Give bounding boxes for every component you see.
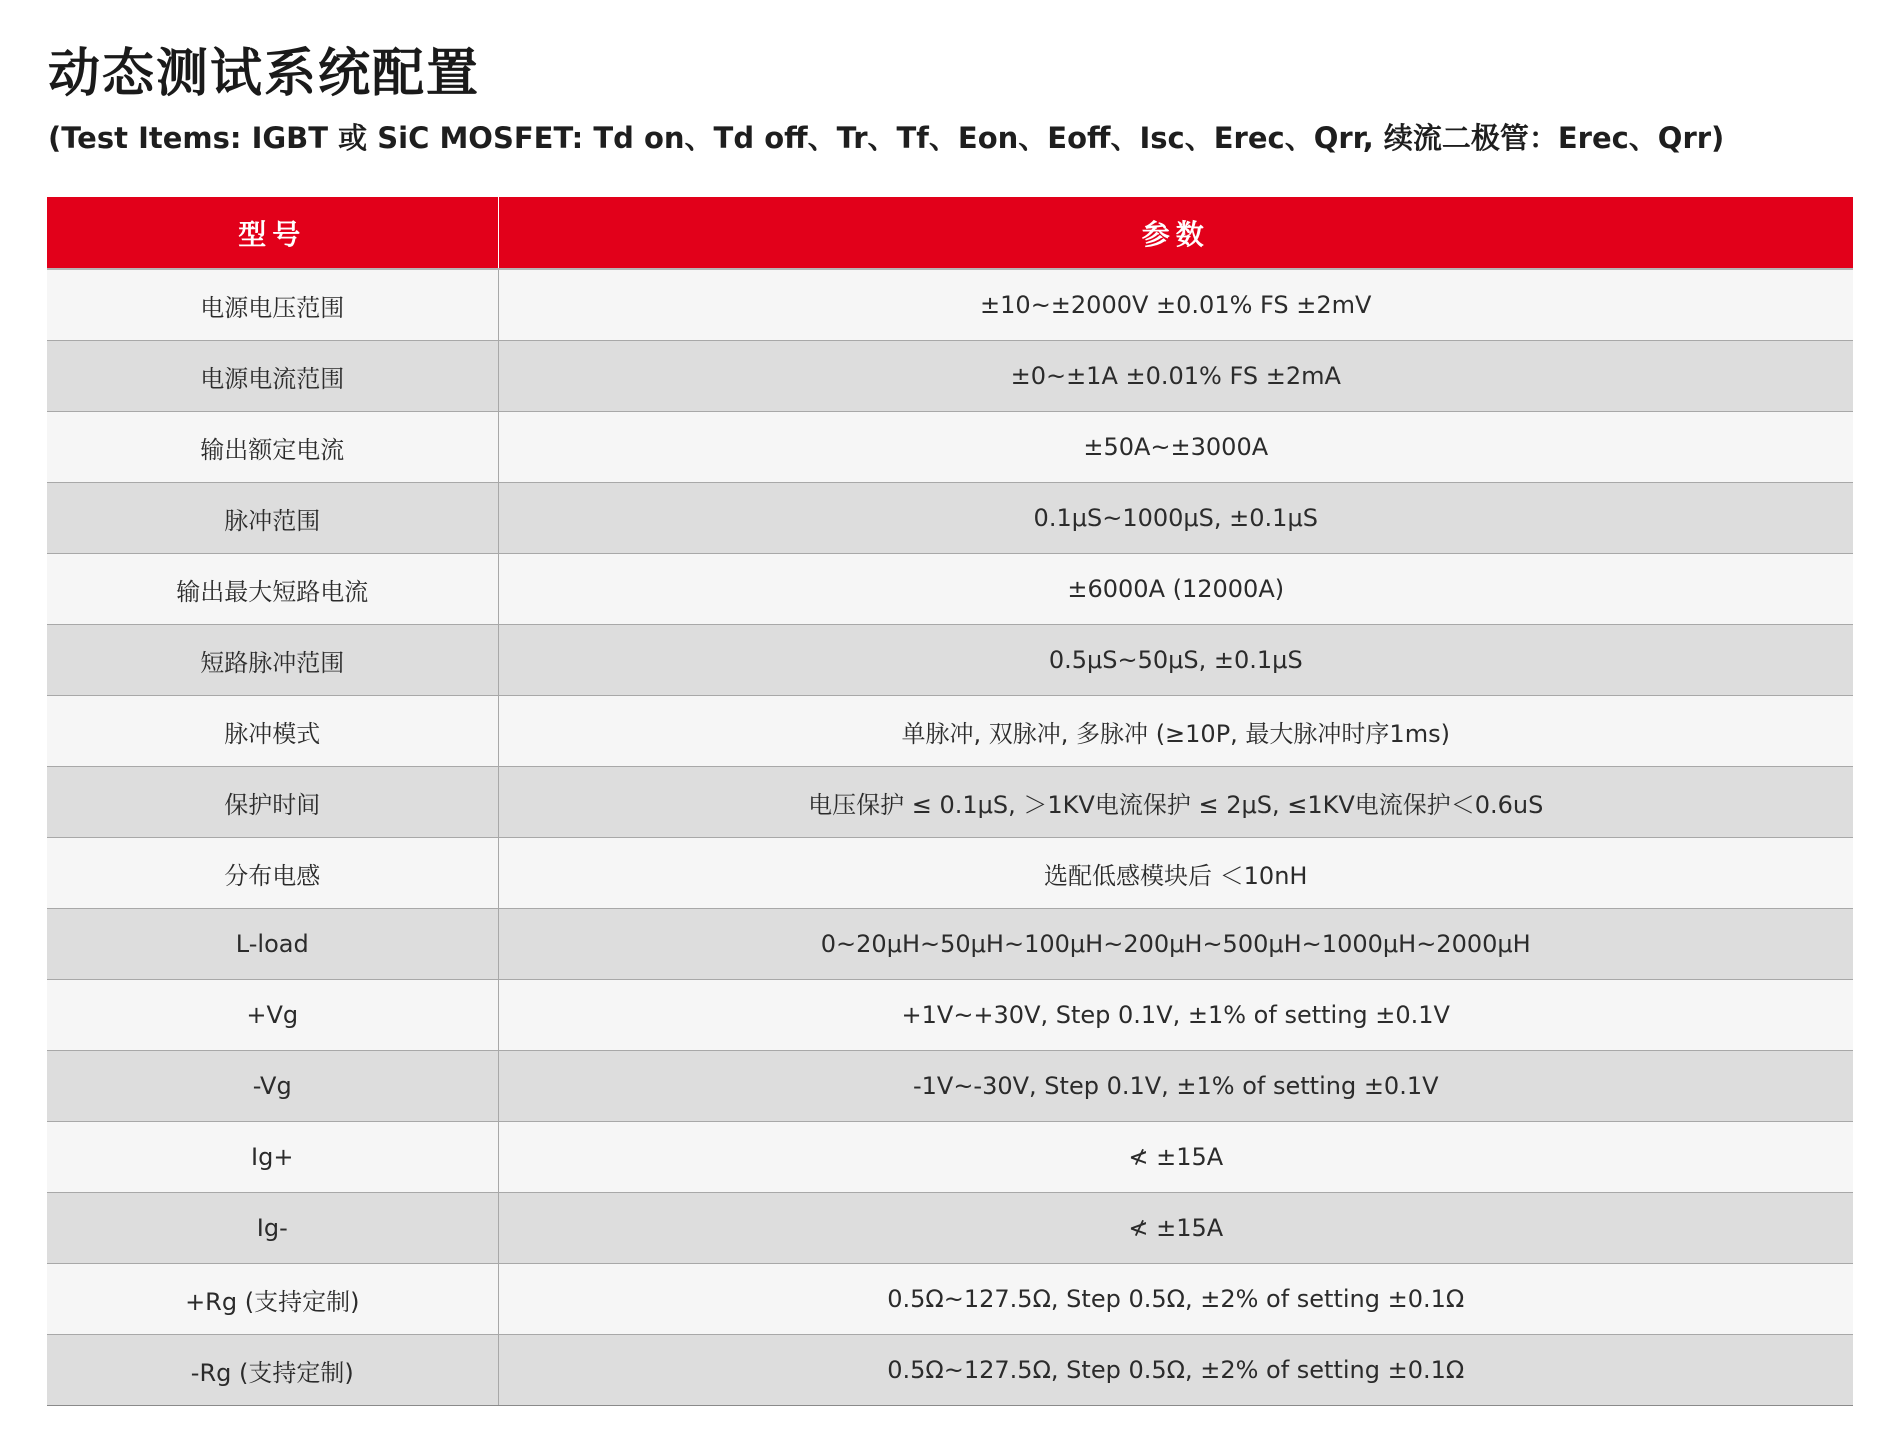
table-row	[47, 980, 1853, 1051]
row-label: 脉冲范围	[47, 483, 498, 554]
row-value: ±0~±1A ±0.01% FS ±2mA	[498, 341, 1853, 412]
row-label: -Rg (支持定制)	[47, 1335, 498, 1406]
row-label: 电源电流范围	[47, 341, 498, 412]
spec-table	[47, 197, 1853, 1406]
spec-table-body	[47, 269, 1853, 1406]
row-label: +Rg (支持定制)	[47, 1264, 498, 1335]
row-value: +1V~+30V, Step 0.1V, ±1% of setting ±0.1V	[498, 980, 1853, 1051]
row-value: ±10~±2000V ±0.01% FS ±2mV	[498, 269, 1853, 341]
table-row	[47, 412, 1853, 483]
table-row	[47, 1335, 1853, 1406]
row-label: 脉冲模式	[47, 696, 498, 767]
header-parameters: 参数	[498, 197, 1853, 269]
row-value: 0.5Ω~127.5Ω, Step 0.5Ω, ±2% of setting ±0.1Ω	[498, 1264, 1853, 1335]
row-value: 电压保护 ≤ 0.1μS, ＞1KV电流保护 ≤ 2μS, ≤1KV电流保护＜0.6uS	[498, 767, 1853, 838]
row-value: -1V~-30V, Step 0.1V, ±1% of setting ±0.1V	[498, 1051, 1853, 1122]
table-row	[47, 483, 1853, 554]
row-label: -Vg	[47, 1051, 498, 1122]
row-value: 0~20μH~50μH~100μH~200μH~500μH~1000μH~2000μH	[498, 909, 1853, 980]
test-items-subtitle: (Test Items: IGBT 或 SiC MOSFET: Td on、Td off、Tr、Tf、Eon、Eoff、Isc、Erec、Qrr, 续流二极管：Erec、Qrr)	[48, 121, 1725, 155]
row-label: L-load	[47, 909, 498, 980]
table-row	[47, 1122, 1853, 1193]
row-value: 0.1μS~1000μS, ±0.1μS	[498, 483, 1853, 554]
row-label: 输出额定电流	[47, 412, 498, 483]
table-row	[47, 696, 1853, 767]
row-label: 电源电压范围	[47, 269, 498, 341]
row-label: 短路脉冲范围	[47, 625, 498, 696]
row-value: ±6000A (12000A)	[498, 554, 1853, 625]
table-row	[47, 625, 1853, 696]
table-row	[47, 554, 1853, 625]
table-row	[47, 767, 1853, 838]
table-row	[47, 341, 1853, 412]
row-label: 保护时间	[47, 767, 498, 838]
header-model: 型号	[47, 197, 498, 269]
table-row	[47, 1051, 1853, 1122]
row-value: ≮ ±15A	[498, 1193, 1853, 1264]
spec-table-header	[47, 197, 1853, 269]
page-title: 动态测试系统配置	[48, 44, 481, 104]
row-label: Ig+	[47, 1122, 498, 1193]
row-value: 0.5Ω~127.5Ω, Step 0.5Ω, ±2% of setting ±0.1Ω	[498, 1335, 1853, 1406]
row-label: Ig-	[47, 1193, 498, 1264]
table-row	[47, 269, 1853, 341]
row-value: ±50A~±3000A	[498, 412, 1853, 483]
table-row	[47, 909, 1853, 980]
table-row	[47, 838, 1853, 909]
header-row	[47, 197, 1853, 269]
table-row	[47, 1193, 1853, 1264]
row-label: +Vg	[47, 980, 498, 1051]
row-label: 分布电感	[47, 838, 498, 909]
row-value: ≮ ±15A	[498, 1122, 1853, 1193]
row-value: 单脉冲, 双脉冲, 多脉冲 (≥10P, 最大脉冲时序1ms)	[498, 696, 1853, 767]
row-value: 0.5μS~50μS, ±0.1μS	[498, 625, 1853, 696]
row-label: 输出最大短路电流	[47, 554, 498, 625]
row-value: 选配低感模块后 ＜10nH	[498, 838, 1853, 909]
table-row	[47, 1264, 1853, 1335]
